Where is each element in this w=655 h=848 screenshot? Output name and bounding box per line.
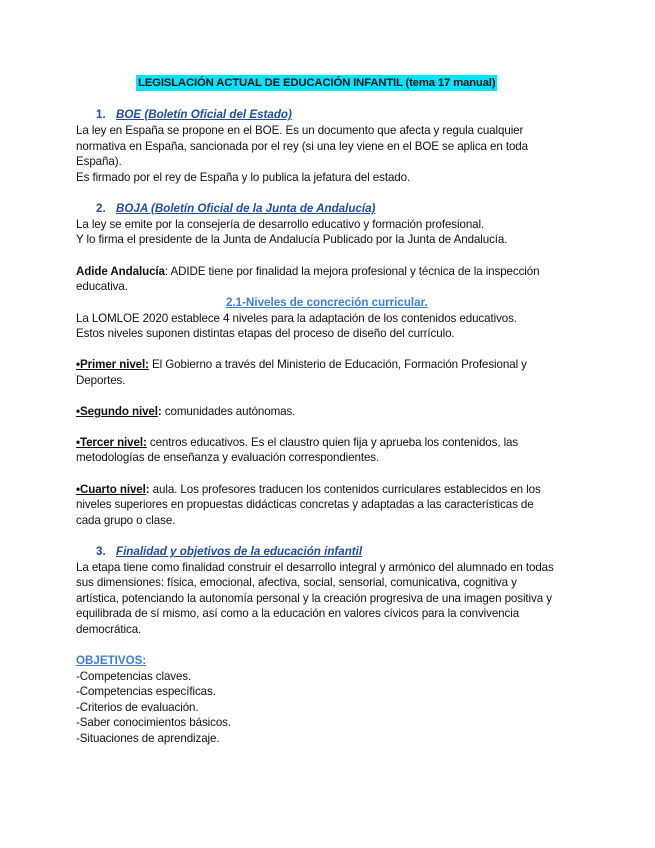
objective-item: -Situaciones de aprendizaje. <box>76 732 220 745</box>
level-3-label: •Tercer nivel: <box>76 436 147 449</box>
section-3-line: La etapa tiene como finalidad construir el desarrollo integral y armónico del alumnado en todas <box>76 561 554 574</box>
section-2-line: Y lo firma el presidente de la Junta de Andalucía Publicado por la Junta de Andalucía. <box>76 233 508 246</box>
subsection-heading: 2.1-Niveles de concreción curricular. <box>226 296 428 309</box>
subsection-line: La LOMLOE 2020 establece 4 niveles para la adaptación de los contenidos educativos. <box>76 312 517 325</box>
level-1-label: •Primer nivel: <box>76 358 149 371</box>
level-4-line: niveles superiores en propuestas didácticas concretas y adaptadas a las características de <box>76 498 534 511</box>
level-2-text: comunidades autónomas. <box>161 405 296 418</box>
level-4-text: aula. Los profesores traducen los contenidos curriculares establecidos en los <box>149 483 541 496</box>
section-2-heading <box>96 201 375 217</box>
level-3 <box>76 435 518 451</box>
document-title: LEGISLACIÓN ACTUAL DE EDUCACIÓN INFANTIL (tema 17 manual) <box>138 77 496 89</box>
objective-item: -Competencias claves. <box>76 670 192 683</box>
objective-item: -Saber conocimientos básicos. <box>76 716 231 729</box>
level-1-text: El Gobierno a través del Ministerio de Educación, Formación Profesional y <box>148 358 527 371</box>
level-1-line: Deportes. <box>76 374 126 387</box>
level-3-line: metodologías de enseñanza y evaluación correspondientes. <box>76 451 380 464</box>
section-3-line: equilibrada de sí mismo, así como a la educación en valores cívicos para la convivencia <box>76 607 520 620</box>
section-3-line: artística, potenciando la autonomía personal y la creación progresiva de una imagen positiva y <box>76 592 552 605</box>
level-3-text: centros educativos. Es el claustro quien fija y aprueba los contenidos, las <box>146 436 519 449</box>
section-1-line: España). <box>76 155 122 168</box>
section-3-line: democrática. <box>76 623 142 636</box>
adide-text: : ADIDE tiene por finalidad la mejora profesional y técnica de la inspección <box>164 265 540 278</box>
level-4-label: •Cuarto nivel <box>76 483 146 496</box>
section-1-line: normativa en España, sancionada por el rey (si una ley viene en el BOE se aplica en toda <box>76 140 529 153</box>
section-2-title: BOJA (Boletín Oficial de la Junta de Andalucía) <box>116 202 376 215</box>
section-1-title: BOE (Boletín Oficial del Estado) <box>116 108 292 121</box>
section-1-heading <box>96 107 292 123</box>
objective-item: -Competencias específicas. <box>76 685 216 698</box>
section-1-line: Es firmado por el rey de España y lo publica la jefatura del estado. <box>76 171 411 184</box>
level-4-line: cada grupo o clase. <box>76 514 176 527</box>
subsection-line: Estos niveles suponen distintas etapas del proceso de diseño del currículo. <box>76 327 455 340</box>
section-3-number: 3. <box>96 545 106 558</box>
section-2-line: La ley se emite por la consejería de desarrollo educativo y formación profesional. <box>76 218 485 231</box>
adide-label: Adide Andalucía <box>76 265 165 278</box>
section-2-number: 2. <box>96 202 106 215</box>
level-2-colon: : <box>157 405 162 418</box>
level-2-label: •Segundo nivel <box>76 405 158 418</box>
adide-line <box>76 264 539 280</box>
section-1-number: 1. <box>96 108 106 121</box>
objectives-heading: OBJETIVOS: <box>76 654 147 667</box>
section-1-line: La ley en España se propone en el BOE. Es un documento que afecta y regula cualquier <box>76 124 524 137</box>
level-1 <box>76 357 527 373</box>
level-4-colon: : <box>145 483 150 496</box>
section-3-line: sus dimensiones: física, emocional, afectiva, social, sensorial, comunicativa, cognitiva y <box>76 576 517 589</box>
adide-line: educativa. <box>76 280 128 293</box>
section-3-heading <box>96 544 362 560</box>
level-2 <box>76 404 295 420</box>
level-4 <box>76 482 541 498</box>
objective-item: -Criterios de evaluación. <box>76 701 199 714</box>
section-3-title: Finalidad y objetivos de la educación infantil <box>116 545 363 558</box>
